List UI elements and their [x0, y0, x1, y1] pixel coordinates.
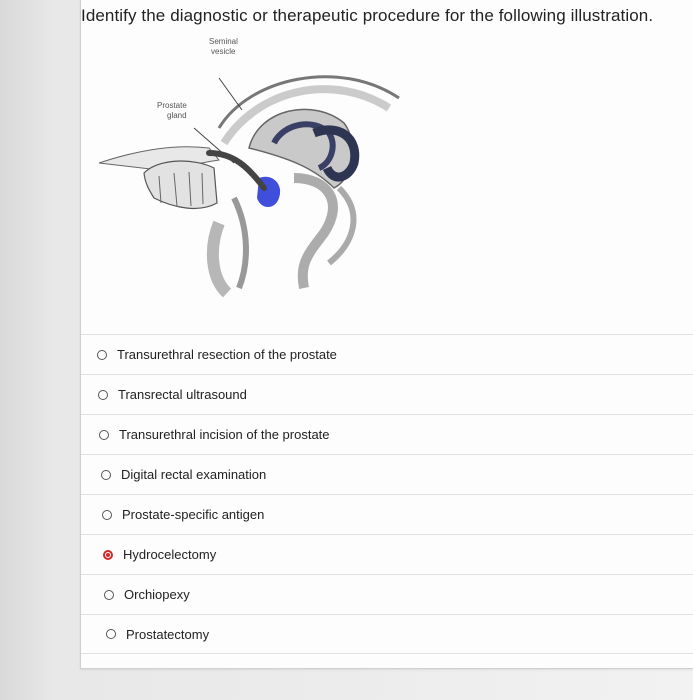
radio-button[interactable] — [98, 390, 108, 400]
prostate-gland-label: Prostate — [157, 101, 187, 110]
option-transrectal-ultrasound[interactable] — [81, 374, 693, 414]
answer-options — [81, 334, 693, 654]
option-psa[interactable] — [81, 494, 693, 534]
option-tuip[interactable] — [81, 414, 693, 454]
seminal-vesicle-label: vesicle — [211, 47, 236, 56]
seminal-vesicle-label: Seminal — [209, 37, 238, 46]
option-label: Transurethral incision of the prostate — [119, 427, 330, 442]
question-text: Identify the diagnostic or therapeutic procedure for the following illustration. — [81, 6, 654, 25]
option-label: Hydrocelectomy — [123, 547, 217, 562]
question-card — [80, 0, 693, 669]
option-hydrocelectomy[interactable] — [81, 534, 693, 574]
option-label: Digital rectal examination — [121, 467, 267, 482]
option-label: Transrectal ultrasound — [118, 387, 247, 402]
option-prostatectomy[interactable] — [81, 614, 693, 654]
prostate-gland-label: gland — [167, 111, 187, 120]
radio-button[interactable] — [106, 629, 116, 639]
radio-button[interactable] — [102, 510, 112, 520]
radio-button[interactable] — [97, 350, 107, 360]
radio-button[interactable] — [99, 430, 109, 440]
option-label: Prostate-specific antigen — [122, 507, 265, 522]
option-dre[interactable] — [81, 454, 693, 494]
option-label: Transurethral resection of the prostate — [117, 347, 337, 362]
anatomy-illustration — [99, 28, 419, 318]
radio-button[interactable] — [101, 470, 111, 480]
option-label: Orchiopexy — [124, 587, 190, 602]
option-label: Prostatectomy — [126, 626, 210, 642]
option-turp[interactable] — [81, 334, 693, 374]
radio-button-selected[interactable] — [103, 550, 113, 560]
option-orchiopexy[interactable] — [81, 574, 693, 614]
radio-button[interactable] — [104, 590, 114, 600]
